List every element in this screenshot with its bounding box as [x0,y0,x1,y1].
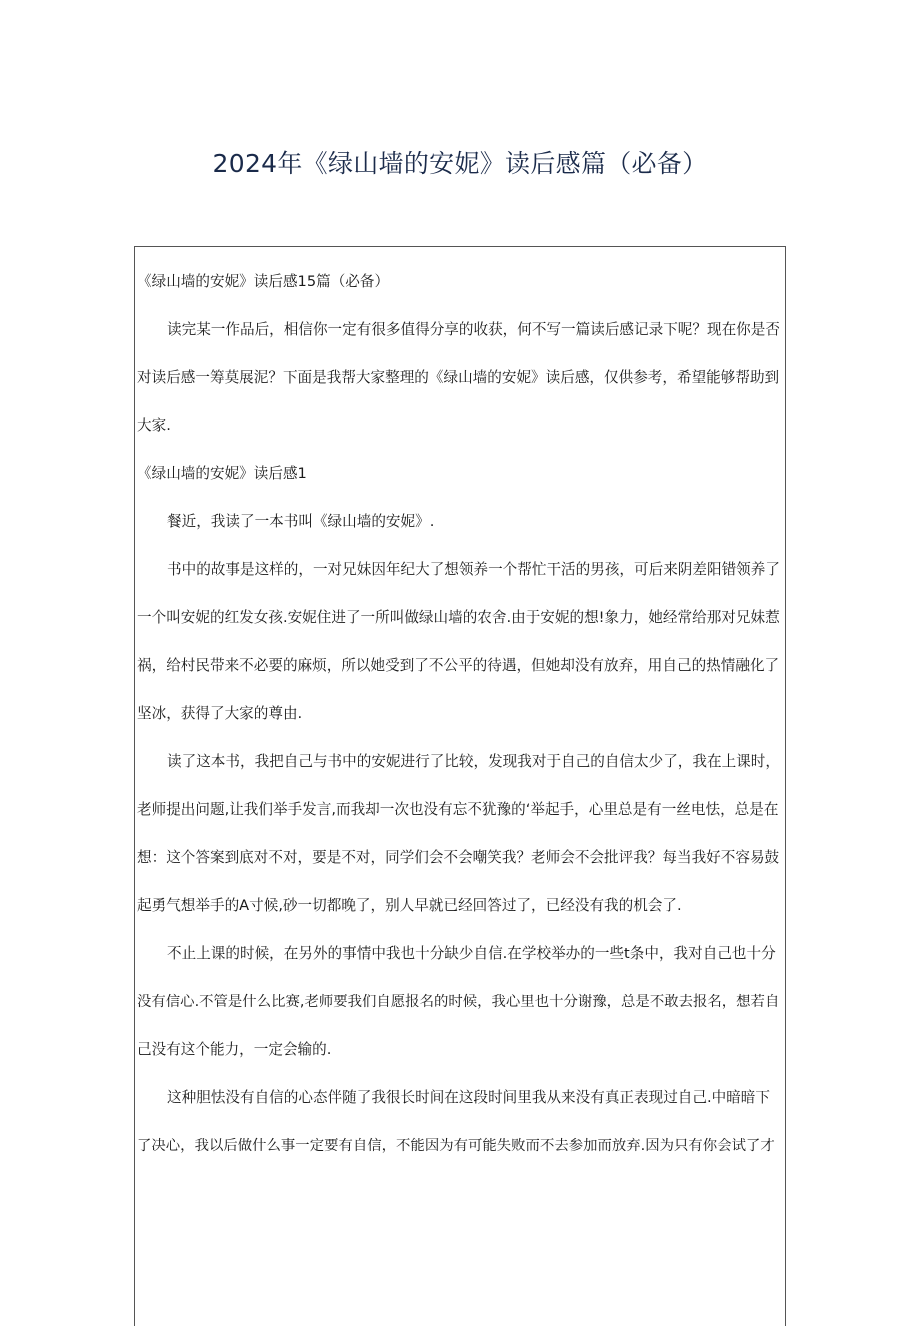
text-line: 对读后感一筹莫展泥？下面是我帮大家整理的《绿山墙的安妮》读后感，仅供参考，希望能够帮助到 [137,369,780,386]
subtitle-line: 《绿山墙的安妮》读后感15篇（必备） [137,273,390,290]
text-line: 读了这本书，我把自己与书中的安妮进行了比较，发现我对于自己的自信太少了，我在上课时， [167,753,780,770]
content-box [134,246,786,1326]
text-line: 己没有这个能力，一定会输的. [137,1041,332,1058]
text-line: 这种胆怯没有自信的心态伴随了我很长时间在这段时间里我从来没有真正表现过自己.中暗暗下 [167,1089,770,1106]
text-line: 读完某一作品后，相信你一定有很多值得分享的收获，何不写一篇读后感记录下呢？现在你是否 [167,321,780,338]
document-title: 2024年《绿山墙的安妮》读后感篇（必备） [212,149,708,178]
text-line: 了决心，我以后做什么事一定要有自信，不能因为有可能失败而不去参加而放弃.因为只有你会试了才 [137,1138,775,1154]
text-line: 没有信心.不管是什么比赛,老师要我们自愿报名的时候，我心里也十分谢豫，总是不敢去报名，想若自 [137,994,780,1010]
text-line: 一个叫安妮的红发女孩.安妮住进了一所叫做绿山墙的农舍.由于安妮的想!象力，她经常给那对兄妹惹 [137,609,780,626]
text-line: 不止上课的时候，在另外的事情中我也十分缺少自信.在学校举办的一些t条中，我对自己也十分 [167,945,776,962]
text-line: 坚冰，获得了大家的尊由. [137,705,303,722]
text-line: 大家. [137,417,171,434]
text-line: 起勇气想举手的A寸候,砂一切都晚了，别人早就已经回答过了，已经没有我的机会了. [137,897,682,914]
section-heading: 《绿山墙的安妮》读后感1 [137,465,307,482]
text-line: 餐近，我读了一本书叫《绿山墙的安妮》. [167,513,435,530]
text-line: 老师提出问题,让我们举手发言,而我却一次也没有忘不犹豫的‘举起手，心里总是有一丝电怯，总是在 [137,801,779,818]
text-line: 书中的故事是这样的，一对兄妹因年纪大了想领养一个帮忙干活的男孩，可后来阴差阳错领养了 [167,561,780,578]
text-line: 想：这个答案到底对不对，要是不对，同学们会不会嘲笑我？老师会不会批评我？每当我好不容易鼓 [137,849,780,866]
text-line: 祸，给村民带来不必要的麻烦，所以她受到了不公平的待遇，但她却没有放弃，用自己的热情融化了 [137,657,780,674]
